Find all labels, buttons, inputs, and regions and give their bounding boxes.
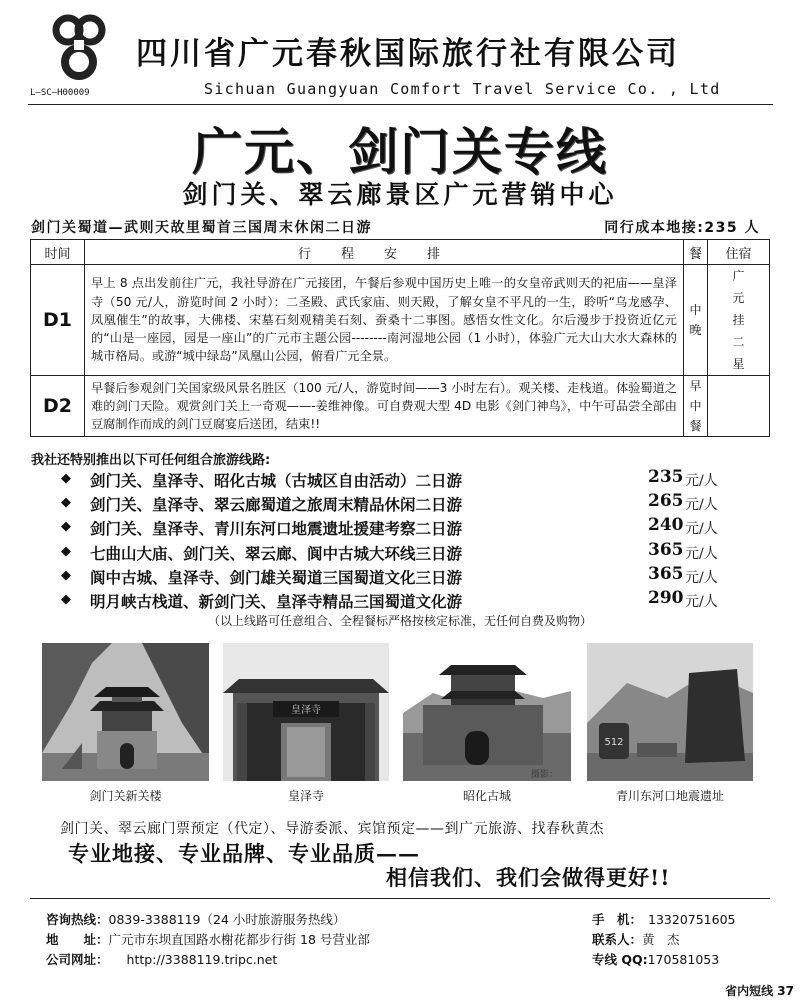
day-label: D2 [31,376,85,437]
contact-person-value: 黄 杰 [642,932,680,947]
page-tag: 省内短线 37 [725,984,794,998]
contact-person-row [592,930,680,948]
tour-price-unit: 元/人 [685,497,718,514]
tour-price-unit: 元/人 [685,593,718,610]
stay-char: 挂 [732,313,745,327]
website-link[interactable]: http://3388119.tripc.net [126,952,278,967]
stay-char: 二 [732,335,745,349]
tour-price: 265 [648,491,684,512]
day-description: 早餐后参观剑门关国家级风景名胜区（100 元/人，游览时间——3 小时左右）。观关楼、走栈道。体验蜀道之难的剑门天险。观赏剑门关上一奇观——-姜维神像。可自费观大型 4D 电影《剑门神鸟》，中午可品尝全部由豆腐制作而成的剑门豆腐宴后送团，结束!! [85,376,684,437]
tour-name: 明月峡古栈道、新剑门关、皇泽寺精品三国蜀道文化游 [90,591,463,611]
photo-zhaohua-town [403,643,571,781]
services-line: 剑门关、翠云廊门票预定（代定）、导游委派、宾馆预定——到广元旅游、找春秋黄杰 [60,821,604,837]
diamond-bullet-icon: ◆ [61,519,71,535]
day-label: D1 [31,265,85,376]
tour-name: 剑门关、皇泽寺、翠云廊蜀道之旅周末精品休闲二日游 [90,495,463,515]
tour-price: 365 [648,563,684,584]
slogan-line-1: 专业地接、专业品牌、专业品质—— [68,841,420,866]
day-description: 早上 8 点出发前往广元，我社导游在广元接团，午餐后参观中国历史上唯一的女皇帝武则天的祀庙——皇泽寺（50 元/人，游览时间 2 小时）：二圣殿、武氏家庙、则天殿，了解女皇不平凡的一生，聆听“乌龙感孕、凤凰催生”的故事，大佛楼、宋墓石刻观精美石刻、蚕桑十二事图。感悟女性文化。尔后漫步于投资近亿元的“山是一座园，园是一座山”的广元市主题公园--------南河湿地公园（1 小时），体验广元大山大水大森林的城市格局。或游“城中绿岛”凤凰山公园，俯看广元全景。 [85,265,684,376]
photo-caption: 剑门关新关楼 [89,789,162,803]
featured-route-name: 剑门关蜀道—武则天故里蜀首三国周末休闲二日游 [31,220,372,236]
address-label: 地 址： [46,932,109,947]
tour-item [61,515,744,540]
photo-caption: 青川东河口地震遗址 [615,789,724,803]
company-logo-icon [48,14,110,80]
tour-price-unit: 元/人 [685,521,718,538]
tour-name: 剑门关、皇泽寺、昭化古城（古城区自由活动）二日游 [90,471,463,490]
tour-item [61,539,744,565]
stay-char: 广 [732,269,745,283]
tour-price: 365 [648,539,684,560]
meal-item: 早 [689,379,702,393]
itinerary-row-d1 [31,265,770,376]
tour-item [61,491,744,516]
license-number: L—SC—H00009 [30,88,90,98]
footer-divider [30,898,770,899]
diamond-bullet-icon: ◆ [61,495,71,511]
contact-person-label: 联系人： [592,932,643,947]
header-time: 时间 [31,240,85,265]
letterhead [0,0,800,108]
meal-item: 中 [689,399,702,413]
mobile-value: 13320751605 [648,912,736,927]
tour-item [61,467,744,492]
qq-value: 170581053 [647,952,720,967]
itinerary-table [30,239,770,437]
diamond-bullet-icon: ◆ [61,591,71,607]
itinerary-row-d2 [31,376,770,437]
tour-lines-intro: 我社还特别推出以下可任何组合旅游线路: [31,453,271,468]
hotline-value: 0839-3388119（24 小时旅游服务热线） [108,912,346,927]
tour-name: 剑门关、皇泽寺、青川东河口地震遗址援建考察二日游 [90,519,463,539]
slogan-line-2: 相信我们、我们会做得更好!! [386,865,671,890]
featured-route-price: 同行成本地接:235 人 [604,220,760,236]
header-plan: 行程安排 [85,240,684,265]
photo-jianmen-pass [42,643,209,781]
subtitle: 剑门关、翠云廊景区广元营销中心 [182,180,618,209]
mobile-row [592,910,736,928]
hotline-label: 咨询热线： [46,912,109,927]
meal-cell [684,376,708,437]
photo-caption: 昭化古城 [462,789,511,803]
meal-item: 中 [689,303,702,317]
photo-credit: 摄影： [531,770,559,780]
diamond-bullet-icon: ◆ [61,471,71,486]
mobile-label: 手 机： [592,912,643,927]
tour-price: 240 [648,515,684,536]
hotline-row [46,910,345,928]
meal-cell [684,265,708,376]
qq-row [592,950,719,968]
meal-item: 餐 [689,419,702,433]
main-title: 广元、剑门关专线 [192,123,608,181]
tour-price: 235 [648,467,684,487]
memorial-stone-number: 512 [604,737,624,748]
tour-price-unit: 元/人 [685,569,718,586]
company-name-cn: 四川省广元春秋国际旅行社有限公司 [136,36,680,72]
qq-label: 专线 QQ: [592,952,648,967]
header-divider [28,104,773,105]
combination-note: （以上线路可任意组合、全程餐标严格按核定标准，无任何自费及购物） [207,614,592,628]
tour-name: 阆中古城、皇泽寺、剑门雄关蜀道三国蜀道文化三日游 [90,567,463,587]
tour-item [61,587,744,613]
tour-item [61,563,744,589]
tour-price-unit: 元/人 [685,545,718,562]
temple-sign-text: 皇泽寺 [291,705,321,716]
tour-list [61,467,744,613]
photo-caption: 皇泽寺 [287,789,324,803]
website-label: 公司网址： [46,952,109,967]
address-row [46,930,370,948]
header-stay: 住宿 [708,240,770,265]
stay-char: 元 [732,291,745,305]
photo-donghekou-site [587,643,753,781]
tour-price: 290 [648,587,684,608]
meal-item: 晚 [689,323,702,337]
photo-huangze-temple [223,643,389,781]
diamond-bullet-icon: ◆ [61,567,71,583]
address-value: 广元市东坝直国路水榭花都步行街 18 号营业部 [108,932,370,947]
stay-cell [708,265,770,376]
stay-char: 星 [732,357,745,371]
diamond-bullet-icon: ◆ [61,543,71,559]
stay-cell [708,376,770,437]
tour-name: 七曲山大庙、剑门关、翠云廊、阆中古城大环线三日游 [90,543,463,563]
company-name-en: Sichuan Guangyuan Comfort Travel Service Co. , Ltd [204,80,721,98]
header-meal: 餐 [684,240,708,265]
website-row [46,950,277,968]
itinerary-header-row [31,240,770,265]
tour-price-unit: 元/人 [685,473,718,489]
